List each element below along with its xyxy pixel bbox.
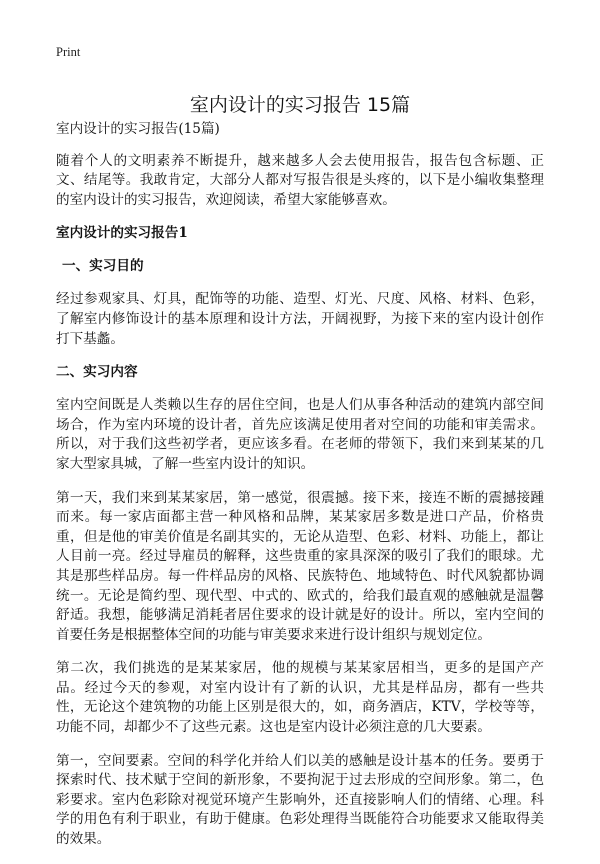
intro-paragraph: 随着个人的文明素养不断提升，越来越多人会去使用报告，报告包含标题、正文、结尾等。我敢肯定，大部分人都对写报告很是头疼的，以下是小编收集整理的室内设计的实习报告，欢迎阅读，希望大家能够喜欢。 xyxy=(56,152,544,208)
content-paragraph-1: 室内空间既是人类赖以生存的居住空间，也是人们从事各种活动的建筑内部空间场合，作为室内环境的设计者，首先应该满足使用者对空间的功能和审美需求。所以，对于我们这些初学者，更应该多看。在老师的带领下，我们来到某某的几家大型家具城，了解一些室内设计的知识。 xyxy=(56,397,544,472)
print-link[interactable]: Print xyxy=(56,45,81,59)
content-paragraph-3: 第二次，我们挑选的是某某家居，他的规模与某某家居相当，更多的是国产产品。经过今天的参观，对室内设计有了新的认识，尤其是样品房，都有一些共性，无论这个建筑物的功能上区别是很大的，如，商务酒店，KTV，学校等等，功能不同，却都少不了这些元素。这也是室内设计必须注意的几大要素。 xyxy=(56,660,544,736)
page-title: 室内设计的实习报告 15篇 xyxy=(189,93,411,116)
content-paragraph-2: 第一天，我们来到某某家居，第一感觉，很震撼。接下来，接连不断的震撼接踵而来。每一家店面都主营一种风格和品牌，某某家居多数是进口产品，价格贵重，但是他的审美价值是名副其实的，无论从造型、色彩、材料、功能上，都让人目前一亮。经过导雇员的解释，这些贵重的家具深深的吸引了我们的眼球。尤其是那些样品房。每一件样品房的风格、民族特色、地域特色、时代风貌都协调统一。无论是简约型、现代型、中式的、欧式的，给我们最直观的感触就是温馨舒适。我想，能够满足消耗者居住要求的设计就是好的设计。所以，室内空间的首要任务是根据整体空间的功能与审美要求来进行设计组织与规划定位。 xyxy=(56,489,544,643)
section-heading-purpose: 一、实习目的 xyxy=(62,258,144,275)
article-body xyxy=(56,120,544,864)
purpose-paragraph: 经过参观家具、灯具，配饰等的功能、造型、灯光、尺度、风格、材料、色彩，了解室内修饰设计的基本原理和设计方法，开阔视野，为接下来的室内设计创作打下基蠡。 xyxy=(56,291,544,347)
content-paragraph-4: 第一，空间要素。空间的科学化并给人们以美的感触是设计基本的任务。要勇于探索时代、技术赋于空间的新形象，不要拘泥于过去形成的空间形象。第二，色彩要求。室内色彩除对视觉环境产生影响外，还直接影响人们的情绪、心理。科学的用色有利于职业，有助于健康。色彩处理得当既能符合功能要求又能取得美的效果。 xyxy=(56,752,544,848)
subtitle: 室内设计的实习报告(15篇) xyxy=(56,121,220,137)
report-heading: 室内设计的实习报告1 xyxy=(56,225,188,242)
section-heading-content: 二、实习内容 xyxy=(56,364,138,381)
